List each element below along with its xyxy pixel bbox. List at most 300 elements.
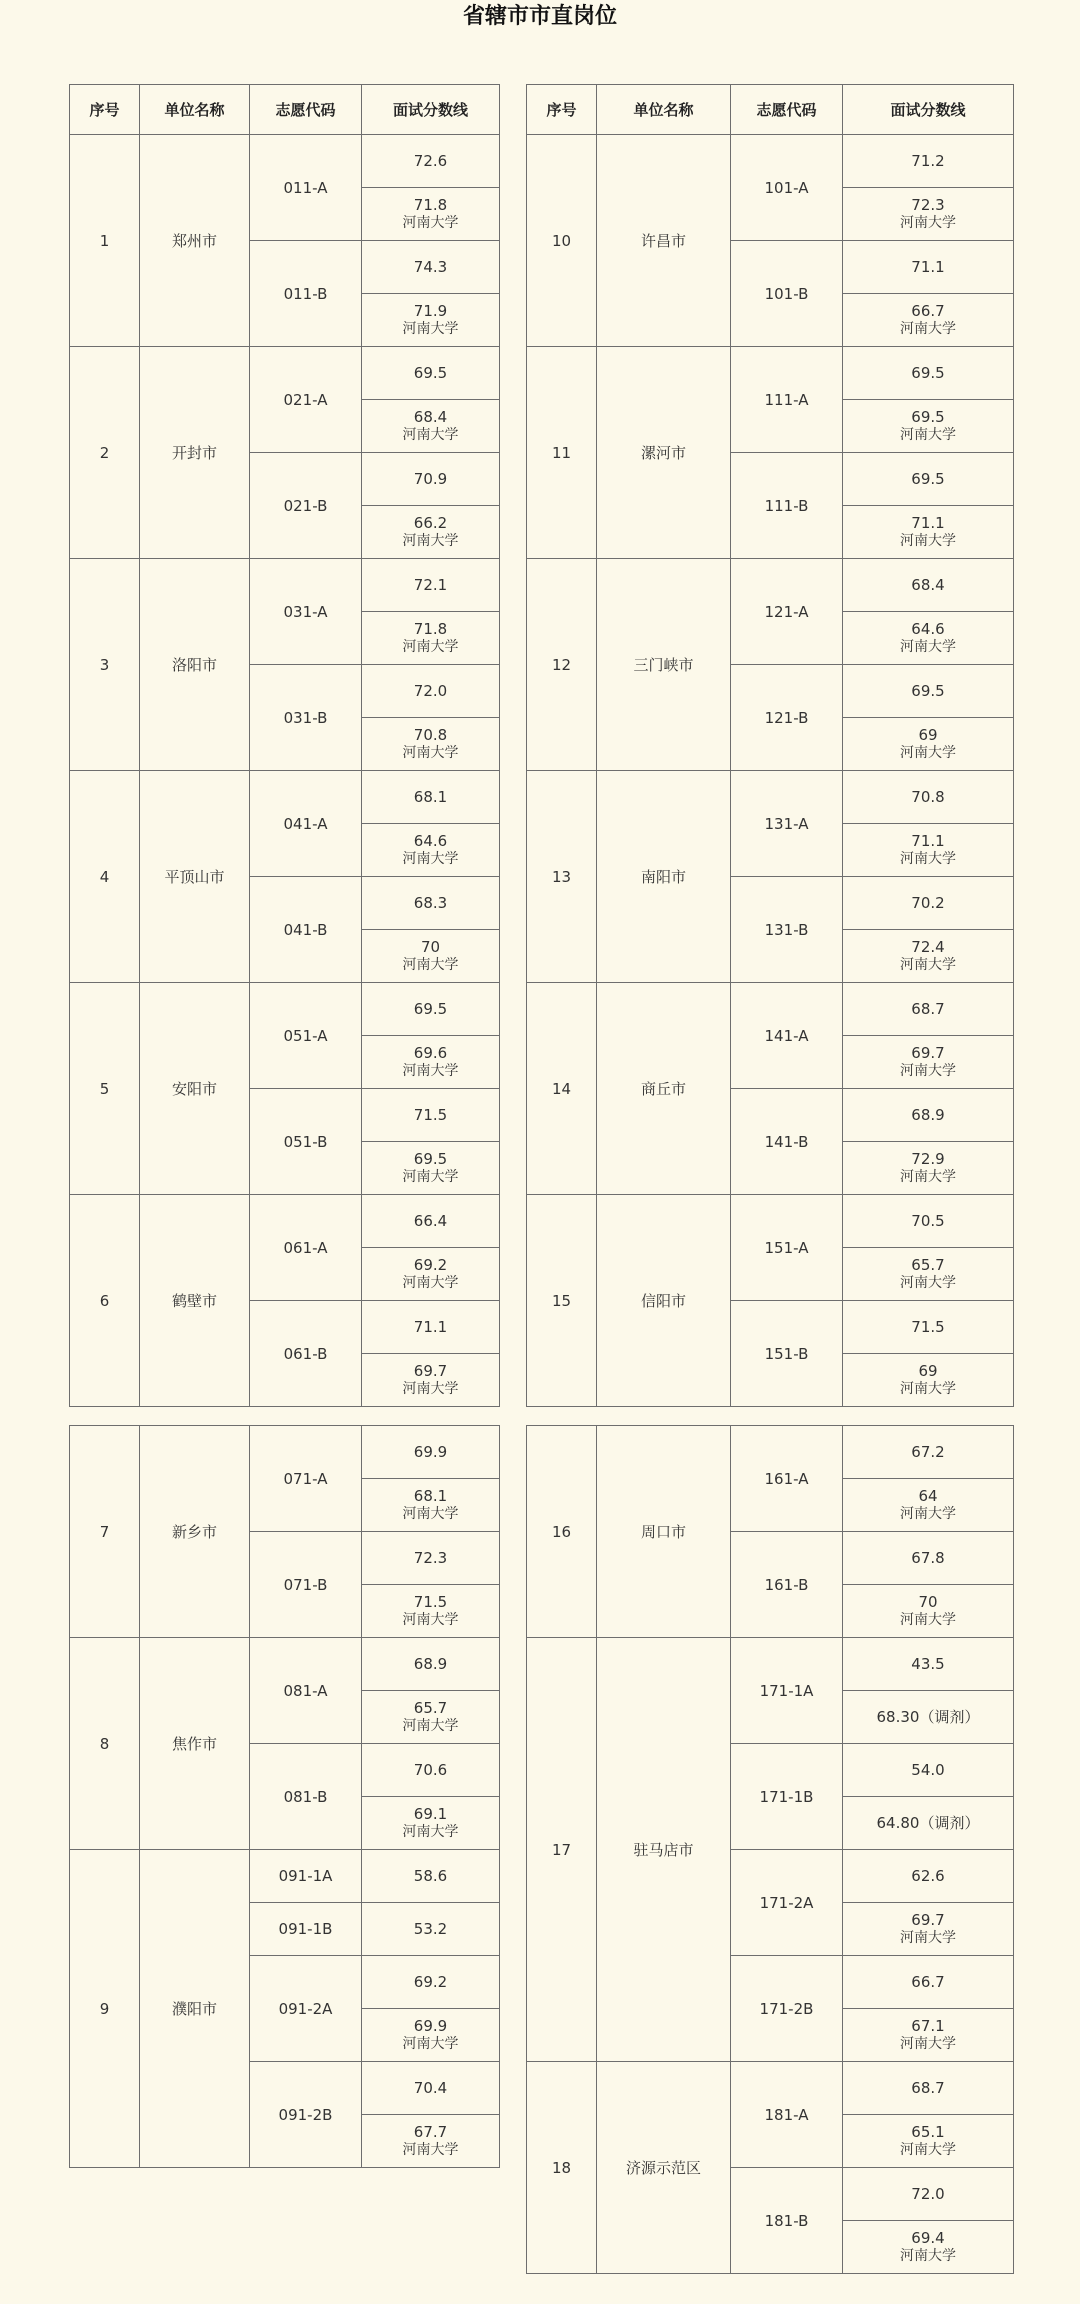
header-row — [70, 85, 500, 135]
header-seq: 序号 — [527, 85, 597, 135]
score-value: 71.5 — [413, 1593, 448, 1611]
unit-name-cell: 信阳市 — [597, 1195, 731, 1407]
score-cell — [843, 1585, 1014, 1638]
score-cell — [362, 612, 500, 665]
score-value: 67.2 — [911, 1443, 945, 1461]
table-row — [70, 135, 500, 188]
score-cell — [362, 2062, 500, 2115]
table-row — [527, 1195, 1014, 1248]
code-cell: 061-B — [250, 1301, 362, 1407]
score-note: 河南大学 — [402, 215, 459, 231]
code-cell: 071-A — [250, 1426, 362, 1532]
code-cell: 051-B — [250, 1089, 362, 1195]
score-value: 69.1 — [413, 1805, 448, 1823]
score-value: 72.4 — [911, 938, 945, 956]
score-cell — [362, 877, 500, 930]
score-note: 河南大学 — [900, 533, 956, 549]
score-cell — [362, 1479, 500, 1532]
code-cell: 181-B — [731, 2168, 843, 2274]
score-cell — [843, 612, 1014, 665]
score-value: 72.3 — [413, 1549, 448, 1567]
score-table-top-right — [526, 84, 1014, 1407]
score-cell — [362, 665, 500, 718]
score-note: 河南大学 — [402, 745, 459, 761]
score-value: 71.1 — [911, 514, 945, 532]
score-cell — [362, 1248, 500, 1301]
score-cell — [362, 1850, 500, 1903]
code-cell: 031-B — [250, 665, 362, 771]
seq-cell: 14 — [527, 983, 597, 1195]
score-note: 河南大学 — [402, 1169, 459, 1185]
score-cell — [843, 506, 1014, 559]
seq-cell: 13 — [527, 771, 597, 983]
score-cell — [843, 1142, 1014, 1195]
unit-name-cell: 平顶山市 — [140, 771, 250, 983]
score-value: 69 — [918, 1362, 938, 1380]
score-value: 71.5 — [413, 1106, 448, 1124]
score-note: 河南大学 — [900, 215, 956, 231]
header-score: 面试分数线 — [362, 85, 500, 135]
score-cell — [362, 1532, 500, 1585]
header-unit-name: 单位名称 — [597, 85, 731, 135]
score-cell — [843, 1744, 1014, 1797]
score-value: 64 — [918, 1487, 938, 1505]
unit-name-cell: 三门峡市 — [597, 559, 731, 771]
score-cell — [362, 400, 500, 453]
table-row — [527, 1638, 1014, 1691]
code-cell: 171-2A — [731, 1850, 843, 1956]
code-cell: 101-B — [731, 241, 843, 347]
score-cell — [362, 771, 500, 824]
header-score: 面试分数线 — [843, 85, 1014, 135]
table-row — [70, 347, 500, 400]
score-cell — [843, 1195, 1014, 1248]
score-cell — [362, 1956, 500, 2009]
score-cell — [362, 1089, 500, 1142]
code-cell: 151-A — [731, 1195, 843, 1301]
page-title: 省辖市市直岗位 — [462, 4, 617, 29]
score-cell — [843, 453, 1014, 506]
code-cell: 091-1B — [250, 1903, 362, 1956]
score-value: 43.5 — [911, 1655, 945, 1673]
code-cell: 091-2A — [250, 1956, 362, 2062]
table-row — [70, 1638, 500, 1691]
seq-cell: 3 — [70, 559, 140, 771]
code-cell: 021-A — [250, 347, 362, 453]
score-cell — [362, 1585, 500, 1638]
score-value: 71.1 — [911, 258, 945, 276]
score-cell — [843, 559, 1014, 612]
score-value: 64.80（调剂） — [876, 1814, 980, 1832]
table-row — [527, 2062, 1014, 2115]
code-cell: 181-A — [731, 2062, 843, 2168]
score-note: 河南大学 — [900, 1275, 956, 1291]
score-cell — [843, 665, 1014, 718]
unit-name-cell: 济源示范区 — [597, 2062, 731, 2274]
score-value: 69.9 — [413, 2017, 448, 2035]
score-value: 69.5 — [413, 364, 448, 382]
score-value: 72.0 — [413, 682, 448, 700]
score-cell — [362, 983, 500, 1036]
score-value: 68.3 — [413, 894, 448, 912]
score-value: 70.5 — [911, 1212, 945, 1230]
header-seq: 序号 — [70, 85, 140, 135]
score-note: 河南大学 — [900, 2142, 956, 2158]
code-cell: 021-B — [250, 453, 362, 559]
score-cell — [843, 1354, 1014, 1407]
code-cell: 171-1A — [731, 1638, 843, 1744]
code-cell: 171-2B — [731, 1956, 843, 2062]
score-cell — [843, 718, 1014, 771]
score-value: 70.6 — [413, 1761, 448, 1779]
table-row — [527, 135, 1014, 188]
score-value: 68.1 — [413, 788, 448, 806]
header-code: 志愿代码 — [250, 85, 362, 135]
code-cell: 081-B — [250, 1744, 362, 1850]
score-value: 67.8 — [911, 1549, 945, 1567]
score-cell — [362, 1195, 500, 1248]
score-note: 河南大学 — [402, 851, 459, 867]
score-cell — [843, 2221, 1014, 2274]
score-cell — [362, 2009, 500, 2062]
score-note: 河南大学 — [402, 427, 459, 443]
table-row — [70, 1426, 500, 1479]
score-note: 河南大学 — [402, 1824, 459, 1840]
score-note: 河南大学 — [900, 1381, 956, 1397]
score-value: 68.9 — [413, 1655, 448, 1673]
seq-cell: 16 — [527, 1426, 597, 1638]
score-note: 河南大学 — [402, 957, 459, 973]
score-value: 70 — [918, 1593, 938, 1611]
seq-cell: 10 — [527, 135, 597, 347]
score-cell — [362, 1036, 500, 1089]
table-row — [527, 559, 1014, 612]
score-value: 69.6 — [413, 1044, 448, 1062]
unit-name-cell: 开封市 — [140, 347, 250, 559]
header-code: 志愿代码 — [731, 85, 843, 135]
score-cell — [843, 1638, 1014, 1691]
score-value: 69.5 — [413, 1150, 448, 1168]
score-value: 69.2 — [413, 1256, 448, 1274]
score-cell — [843, 930, 1014, 983]
score-cell — [843, 188, 1014, 241]
score-cell — [843, 877, 1014, 930]
seq-cell: 15 — [527, 1195, 597, 1407]
score-note: 河南大学 — [402, 533, 459, 549]
score-cell — [843, 983, 1014, 1036]
score-cell — [362, 1301, 500, 1354]
score-value: 65.7 — [911, 1256, 945, 1274]
code-cell: 161-A — [731, 1426, 843, 1532]
score-value: 62.6 — [911, 1867, 945, 1885]
score-cell — [362, 347, 500, 400]
score-value: 71.1 — [911, 832, 945, 850]
score-note: 河南大学 — [900, 321, 956, 337]
table-row — [70, 1850, 500, 1903]
score-cell — [843, 2009, 1014, 2062]
score-value: 68.7 — [911, 1000, 945, 1018]
score-cell — [843, 1426, 1014, 1479]
score-cell — [843, 1797, 1014, 1850]
score-cell — [843, 2115, 1014, 2168]
seq-cell: 5 — [70, 983, 140, 1195]
score-value: 69.5 — [911, 408, 945, 426]
unit-name-cell: 鹤壁市 — [140, 1195, 250, 1407]
score-value: 68.30（调剂） — [876, 1708, 980, 1726]
score-cell — [843, 824, 1014, 877]
header-unit-name: 单位名称 — [140, 85, 250, 135]
unit-name-cell: 许昌市 — [597, 135, 731, 347]
score-value: 72.0 — [911, 2185, 945, 2203]
score-note: 河南大学 — [900, 1612, 956, 1628]
code-cell: 061-A — [250, 1195, 362, 1301]
score-cell — [843, 2168, 1014, 2221]
score-value: 68.1 — [413, 1487, 448, 1505]
score-value: 58.6 — [413, 1867, 448, 1885]
unit-name-cell: 郑州市 — [140, 135, 250, 347]
score-value: 66.4 — [413, 1212, 448, 1230]
score-value: 72.9 — [911, 1150, 945, 1168]
score-cell — [843, 241, 1014, 294]
score-cell — [362, 2115, 500, 2168]
score-value: 69.5 — [911, 364, 945, 382]
score-value: 69.5 — [911, 470, 945, 488]
score-value: 54.0 — [911, 1761, 945, 1779]
seq-cell: 18 — [527, 2062, 597, 2274]
table-row — [70, 771, 500, 824]
score-value: 70.4 — [413, 2079, 448, 2097]
code-cell: 031-A — [250, 559, 362, 665]
score-note: 河南大学 — [402, 1275, 459, 1291]
unit-name-cell: 新乡市 — [140, 1426, 250, 1638]
seq-cell: 4 — [70, 771, 140, 983]
score-value: 69.5 — [911, 682, 945, 700]
table-row — [527, 347, 1014, 400]
score-note: 河南大学 — [900, 427, 956, 443]
score-value: 69.9 — [413, 1443, 448, 1461]
code-cell: 041-B — [250, 877, 362, 983]
score-cell — [362, 1797, 500, 1850]
score-table-bottom-right — [526, 1425, 1014, 2274]
seq-cell: 6 — [70, 1195, 140, 1407]
unit-name-cell: 濮阳市 — [140, 1850, 250, 2168]
score-value: 70.9 — [413, 470, 448, 488]
score-value: 69.4 — [911, 2229, 945, 2247]
score-value: 70 — [420, 938, 441, 956]
score-value: 68.7 — [911, 2079, 945, 2097]
score-value: 70.8 — [413, 726, 448, 744]
score-note: 河南大学 — [402, 1506, 459, 1522]
score-cell — [843, 771, 1014, 824]
code-cell: 121-A — [731, 559, 843, 665]
code-cell: 111-A — [731, 347, 843, 453]
score-cell — [843, 135, 1014, 188]
score-note: 河南大学 — [402, 321, 459, 337]
score-cell — [843, 294, 1014, 347]
score-cell — [362, 453, 500, 506]
score-value: 53.2 — [413, 1920, 448, 1938]
seq-cell: 11 — [527, 347, 597, 559]
score-note: 河南大学 — [900, 957, 956, 973]
score-cell — [843, 1850, 1014, 1903]
table-row — [70, 1195, 500, 1248]
score-cell — [362, 1744, 500, 1797]
score-cell — [362, 559, 500, 612]
code-cell: 131-B — [731, 877, 843, 983]
unit-name-cell: 洛阳市 — [140, 559, 250, 771]
score-value: 68.4 — [413, 408, 448, 426]
score-value: 67.1 — [911, 2017, 945, 2035]
score-note: 河南大学 — [900, 2248, 956, 2264]
score-cell — [362, 1691, 500, 1744]
score-value: 67.7 — [413, 2123, 448, 2141]
score-value: 72.3 — [911, 196, 945, 214]
score-table-top-left — [69, 84, 500, 1407]
score-value: 71.8 — [413, 620, 448, 638]
code-cell: 121-B — [731, 665, 843, 771]
score-cell — [362, 1426, 500, 1479]
code-cell: 071-B — [250, 1532, 362, 1638]
score-note: 河南大学 — [402, 1063, 459, 1079]
score-value: 70.2 — [911, 894, 945, 912]
score-note: 河南大学 — [402, 639, 459, 655]
score-value: 69.5 — [413, 1000, 448, 1018]
unit-name-cell: 焦作市 — [140, 1638, 250, 1850]
score-value: 69.7 — [911, 1044, 945, 1062]
seq-cell: 7 — [70, 1426, 140, 1638]
score-note: 河南大学 — [900, 639, 956, 655]
score-note: 河南大学 — [402, 1612, 459, 1628]
score-note: 河南大学 — [900, 1930, 956, 1946]
score-table-bottom-left — [69, 1425, 500, 2168]
score-value: 66.7 — [911, 1973, 945, 1991]
score-value: 66.2 — [413, 514, 448, 532]
code-cell: 011-B — [250, 241, 362, 347]
seq-cell: 17 — [527, 1638, 597, 2062]
score-note: 河南大学 — [900, 1506, 956, 1522]
score-cell — [362, 135, 500, 188]
score-value: 71.9 — [413, 302, 448, 320]
seq-cell: 8 — [70, 1638, 140, 1850]
code-cell: 051-A — [250, 983, 362, 1089]
code-cell: 101-A — [731, 135, 843, 241]
seq-cell: 1 — [70, 135, 140, 347]
unit-name-cell: 漯河市 — [597, 347, 731, 559]
code-cell: 091-2B — [250, 2062, 362, 2168]
score-cell — [362, 294, 500, 347]
score-value: 69.2 — [413, 1973, 448, 1991]
score-cell — [843, 1956, 1014, 2009]
code-cell: 161-B — [731, 1532, 843, 1638]
score-value: 69 — [918, 726, 938, 744]
code-cell: 011-A — [250, 135, 362, 241]
score-value: 74.3 — [413, 258, 448, 276]
unit-name-cell: 周口市 — [597, 1426, 731, 1638]
score-cell — [843, 1301, 1014, 1354]
score-note: 河南大学 — [900, 1063, 956, 1079]
score-value: 68.4 — [911, 576, 945, 594]
score-note: 河南大学 — [900, 1169, 956, 1185]
score-cell — [843, 1903, 1014, 1956]
table-row — [70, 559, 500, 612]
score-cell — [843, 400, 1014, 453]
score-value: 64.6 — [413, 832, 448, 850]
unit-name-cell: 南阳市 — [597, 771, 731, 983]
code-cell: 111-B — [731, 453, 843, 559]
score-cell — [362, 188, 500, 241]
score-value: 71.5 — [911, 1318, 945, 1336]
score-value: 71.2 — [911, 152, 945, 170]
score-cell — [843, 1691, 1014, 1744]
unit-name-cell: 商丘市 — [597, 983, 731, 1195]
score-cell — [843, 2062, 1014, 2115]
score-note: 河南大学 — [900, 2036, 956, 2052]
score-note: 河南大学 — [402, 2036, 459, 2052]
score-value: 65.1 — [911, 2123, 945, 2141]
score-cell — [843, 347, 1014, 400]
score-cell — [362, 241, 500, 294]
score-cell — [362, 718, 500, 771]
score-value: 65.7 — [413, 1699, 448, 1717]
score-cell — [362, 1142, 500, 1195]
score-cell — [843, 1036, 1014, 1089]
score-value: 71.8 — [413, 196, 448, 214]
score-cell — [362, 1354, 500, 1407]
score-value: 69.7 — [413, 1362, 448, 1380]
score-cell — [362, 1903, 500, 1956]
code-cell: 141-A — [731, 983, 843, 1089]
code-cell: 081-A — [250, 1638, 362, 1744]
score-value: 70.8 — [911, 788, 945, 806]
score-value: 68.9 — [911, 1106, 945, 1124]
code-cell: 091-1A — [250, 1850, 362, 1903]
score-note: 河南大学 — [402, 2142, 459, 2158]
score-cell — [843, 1532, 1014, 1585]
score-value: 69.7 — [911, 1911, 945, 1929]
score-note: 河南大学 — [402, 1718, 459, 1734]
score-value: 66.7 — [911, 302, 945, 320]
score-cell — [362, 1638, 500, 1691]
seq-cell: 2 — [70, 347, 140, 559]
score-value: 71.1 — [413, 1318, 448, 1336]
score-value: 72.1 — [413, 576, 448, 594]
header-row — [527, 85, 1014, 135]
table-row — [527, 983, 1014, 1036]
code-cell: 131-A — [731, 771, 843, 877]
score-value: 64.6 — [911, 620, 945, 638]
score-note: 河南大学 — [402, 1381, 459, 1397]
score-note: 河南大学 — [900, 851, 956, 867]
seq-cell: 9 — [70, 1850, 140, 2168]
code-cell: 141-B — [731, 1089, 843, 1195]
score-value: 72.6 — [413, 152, 448, 170]
score-cell — [362, 506, 500, 559]
code-cell: 041-A — [250, 771, 362, 877]
code-cell: 171-1B — [731, 1744, 843, 1850]
score-cell — [362, 930, 500, 983]
table-row — [527, 1426, 1014, 1479]
unit-name-cell: 安阳市 — [140, 983, 250, 1195]
score-cell — [362, 824, 500, 877]
unit-name-cell: 驻马店市 — [597, 1638, 731, 2062]
seq-cell: 12 — [527, 559, 597, 771]
score-cell — [843, 1248, 1014, 1301]
score-cell — [843, 1479, 1014, 1532]
table-row — [527, 771, 1014, 824]
score-note: 河南大学 — [900, 745, 956, 761]
score-cell — [843, 1089, 1014, 1142]
code-cell: 151-B — [731, 1301, 843, 1407]
